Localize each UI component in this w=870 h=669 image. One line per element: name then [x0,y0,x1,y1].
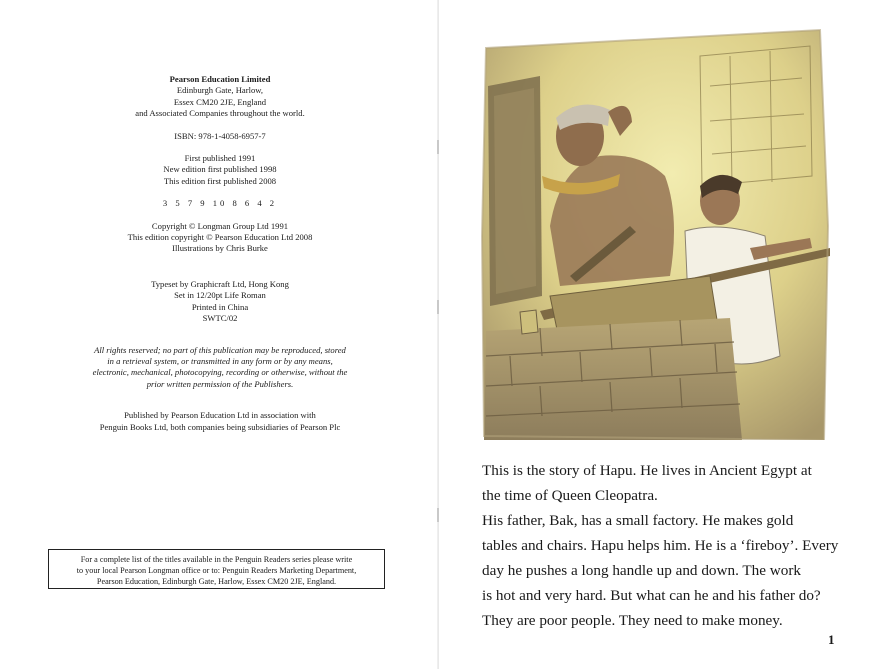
imprint-block [40,74,400,444]
rights-line: All rights reserved; no part of this publication may be reproduced, stored [94,344,346,355]
edition-line: This edition first published 2008 [163,175,277,186]
notice-line: to your local Pearson Longman office or to: Penguin Readers Marketing Department, [76,566,357,575]
page-number: 1 [828,632,835,647]
isbn-block [40,131,400,142]
printing-line: 3 5 7 9 10 8 6 4 2 [162,198,278,209]
rights-line: in a retrieval system, or transmitted in any form or by any means, [107,355,333,366]
story-line: day he pushes a long handle up and down. The work [482,562,802,579]
address-line: and Associated Companies throughout the world. [135,108,305,119]
gutter-mark [437,508,439,522]
typeset-line: Typeset by Graphicraft Ltd, Hong Kong [151,278,289,289]
publisher-address [40,74,400,120]
workshop-illustration [480,26,830,440]
illustrator-credit: Illustrations by Chris Burke [172,243,268,254]
story-line: is hot and very hard. But what can he and his father do? [482,587,821,604]
rights-statement [40,345,400,391]
story-line: tables and chairs. Hapu helps him. He is a ‘fireboy’. Every [482,537,839,554]
publisher-name: Pearson Education Limited [169,74,271,84]
copyright-line: This edition copyright © Pearson Education Ltd 2008 [127,232,313,243]
story-text [482,458,862,633]
edition-line: First published 1991 [184,153,256,164]
notice-line: For a complete list of the titles available in the Penguin Readers series please write [80,555,353,564]
association-statement [40,410,400,433]
printing-line-block [40,198,400,209]
typeset-line: Printed in China [191,301,249,312]
address-line: Essex CM20 2JE, England [173,96,267,107]
typeset-info [40,279,400,325]
edition-line: New edition first published 1998 [163,164,277,175]
isbn: ISBN: 978-1-4058-6957-7 [174,130,266,141]
story-line: They are poor people. They need to make money. [482,612,783,629]
typeset-line: SWTC/02 [202,313,238,324]
association-line: Published by Pearson Education Ltd in association with [124,410,316,421]
rights-line: prior written permission of the Publishers. [146,378,294,389]
association-line: Penguin Books Ltd, both companies being subsidiaries of Pearson Plc [99,421,341,432]
gutter-mark [437,140,439,154]
story-page [440,0,870,669]
page-gutter [437,0,439,669]
edition-history [40,153,400,187]
gutter-mark [437,300,439,314]
story-line: the time of Queen Cleopatra. [482,487,658,504]
catalogue-notice-box [48,549,385,589]
copyright-notice [40,221,400,255]
notice-line: Pearson Education, Edinburgh Gate, Harlow, Essex CM20 2JE, England. [96,577,337,586]
story-line: His father, Bak, has a small factory. He makes gold [482,512,794,529]
copyright-line: Copyright © Longman Group Ltd 1991 [151,220,289,231]
address-line: Edinburgh Gate, Harlow, [176,85,264,96]
typeset-line: Set in 12/20pt Life Roman [174,290,266,301]
rights-line: electronic, mechanical, photocopying, recording or otherwise, without the [92,367,348,378]
story-line: This is the story of Hapu. He lives in Ancient Egypt at [482,462,812,479]
